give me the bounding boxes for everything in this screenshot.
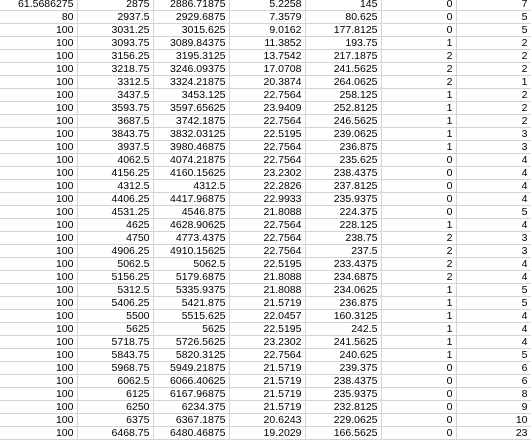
grid-cell[interactable]: 5179.6875 bbox=[153, 271, 229, 284]
table-row bbox=[0, 388, 531, 401]
grid-cell[interactable]: 100 bbox=[0, 401, 77, 414]
table-row bbox=[0, 310, 531, 323]
grid-cell[interactable]: 4156.25 bbox=[77, 167, 153, 180]
grid-cell[interactable]: 193.75 bbox=[305, 37, 381, 50]
grid-cell[interactable]: 4312.5 bbox=[153, 180, 229, 193]
table-row bbox=[0, 258, 531, 271]
grid-cell[interactable]: 4074.21875 bbox=[153, 154, 229, 167]
grid-cell[interactable]: 0 bbox=[381, 11, 456, 24]
grid-cell[interactable]: 100 bbox=[0, 310, 77, 323]
grid-cell[interactable]: 100 bbox=[0, 76, 77, 89]
grid-cell[interactable]: 9 bbox=[456, 401, 531, 414]
grid-cell[interactable]: 3437.5 bbox=[77, 89, 153, 102]
table-row bbox=[0, 336, 531, 349]
grid-cell[interactable]: 5 bbox=[456, 297, 531, 310]
grid-cell[interactable]: 5421.875 bbox=[153, 297, 229, 310]
grid-cell[interactable]: 2937.5 bbox=[77, 11, 153, 24]
grid-cell[interactable]: 4625 bbox=[77, 219, 153, 232]
grid-cell[interactable]: 5820.3125 bbox=[153, 349, 229, 362]
grid-cell[interactable]: 20.6243 bbox=[229, 414, 305, 427]
grid-cell[interactable]: 11.3852 bbox=[229, 37, 305, 50]
grid-cell[interactable]: 100 bbox=[0, 414, 77, 427]
grid-cell[interactable]: 4906.25 bbox=[77, 245, 153, 258]
grid-cell[interactable]: 0 bbox=[381, 362, 456, 375]
grid-cell[interactable]: 237.5 bbox=[305, 245, 381, 258]
grid-cell[interactable]: 3312.5 bbox=[77, 76, 153, 89]
table-row bbox=[0, 414, 531, 427]
grid-cell[interactable]: 0 bbox=[381, 375, 456, 388]
grid-cell[interactable]: 100 bbox=[0, 37, 77, 50]
grid-cell[interactable]: 5312.5 bbox=[77, 284, 153, 297]
grid-cell[interactable]: 235.9375 bbox=[305, 193, 381, 206]
grid-cell[interactable]: 2 bbox=[381, 271, 456, 284]
grid-cell[interactable]: 238.75 bbox=[305, 232, 381, 245]
grid-cell[interactable]: 5.2258 bbox=[229, 0, 305, 11]
grid-cell[interactable]: 3 bbox=[456, 245, 531, 258]
grid-cell[interactable]: 3031.25 bbox=[77, 24, 153, 37]
grid-cell[interactable]: 22.9933 bbox=[229, 193, 305, 206]
grid-cell[interactable]: 5968.75 bbox=[77, 362, 153, 375]
grid-cell[interactable]: 22.5195 bbox=[229, 128, 305, 141]
grid-cell[interactable]: 145 bbox=[305, 0, 381, 11]
grid-cell[interactable]: 1 bbox=[381, 102, 456, 115]
table-row bbox=[0, 401, 531, 414]
grid-cell[interactable]: 4 bbox=[456, 258, 531, 271]
grid-cell[interactable]: 5406.25 bbox=[77, 297, 153, 310]
grid-cell[interactable]: 4 bbox=[456, 167, 531, 180]
grid-cell[interactable]: 9.0162 bbox=[229, 24, 305, 37]
grid-cell[interactable]: 100 bbox=[0, 245, 77, 258]
grid-cell[interactable]: 235.625 bbox=[305, 154, 381, 167]
grid-cell[interactable]: 2 bbox=[381, 50, 456, 63]
grid-cell[interactable]: 3015.625 bbox=[153, 24, 229, 37]
grid-cell[interactable]: 233.4375 bbox=[305, 258, 381, 271]
grid-cell[interactable]: 237.8125 bbox=[305, 180, 381, 193]
grid-cell[interactable]: 3832.03125 bbox=[153, 128, 229, 141]
grid-cell[interactable]: 6375 bbox=[77, 414, 153, 427]
grid-cell[interactable]: 13.7542 bbox=[229, 50, 305, 63]
grid-cell[interactable]: 5500 bbox=[77, 310, 153, 323]
grid-cell[interactable]: 242.5 bbox=[305, 323, 381, 336]
grid-cell[interactable]: 5625 bbox=[153, 323, 229, 336]
grid-cell[interactable]: 166.5625 bbox=[305, 427, 381, 440]
grid-cell[interactable]: 236.875 bbox=[305, 297, 381, 310]
grid-cell[interactable]: 1 bbox=[456, 76, 531, 89]
grid-cell[interactable]: 6125 bbox=[77, 388, 153, 401]
grid-cell[interactable]: 22.5195 bbox=[229, 323, 305, 336]
grid-cell[interactable]: 22.2826 bbox=[229, 180, 305, 193]
table-row bbox=[0, 180, 531, 193]
table-row bbox=[0, 11, 531, 24]
grid-cell[interactable]: 4 bbox=[456, 323, 531, 336]
grid-cell[interactable]: 100 bbox=[0, 375, 77, 388]
grid-cell[interactable]: 4 bbox=[456, 180, 531, 193]
grid-cell[interactable]: 100 bbox=[0, 388, 77, 401]
grid-cell[interactable]: 3937.5 bbox=[77, 141, 153, 154]
grid-cell[interactable]: 1 bbox=[381, 128, 456, 141]
grid-cell[interactable]: 3093.75 bbox=[77, 37, 153, 50]
grid-cell[interactable]: 3742.1875 bbox=[153, 115, 229, 128]
grid-cell[interactable]: 22.0457 bbox=[229, 310, 305, 323]
grid-cell[interactable]: 236.875 bbox=[305, 141, 381, 154]
grid-cell[interactable]: 4531.25 bbox=[77, 206, 153, 219]
grid-cell[interactable]: 6250 bbox=[77, 401, 153, 414]
grid-cell[interactable]: 2 bbox=[381, 76, 456, 89]
grid-cell[interactable]: 80 bbox=[0, 11, 77, 24]
table-row bbox=[0, 271, 531, 284]
grid-cell[interactable]: 21.5719 bbox=[229, 388, 305, 401]
grid-cell[interactable]: 238.4375 bbox=[305, 167, 381, 180]
grid-cell[interactable]: 3195.3125 bbox=[153, 50, 229, 63]
table-row bbox=[0, 375, 531, 388]
grid-cell[interactable]: 4 bbox=[456, 336, 531, 349]
table-row bbox=[0, 102, 531, 115]
grid-cell[interactable]: 252.8125 bbox=[305, 102, 381, 115]
grid-cell[interactable]: 5515.625 bbox=[153, 310, 229, 323]
grid-cell[interactable]: 100 bbox=[0, 427, 77, 440]
grid-cell[interactable]: 2 bbox=[456, 102, 531, 115]
table-row bbox=[0, 232, 531, 245]
grid-cell[interactable]: 22.7564 bbox=[229, 141, 305, 154]
grid-cell[interactable]: 229.0625 bbox=[305, 414, 381, 427]
grid-cell[interactable]: 100 bbox=[0, 180, 77, 193]
grid-cell[interactable]: 10 bbox=[456, 414, 531, 427]
grid-cell[interactable]: 100 bbox=[0, 271, 77, 284]
grid-cell[interactable]: 1 bbox=[381, 310, 456, 323]
grid-cell[interactable]: 228.125 bbox=[305, 219, 381, 232]
grid-cell[interactable]: 23.2302 bbox=[229, 167, 305, 180]
grid-cell[interactable]: 177.8125 bbox=[305, 24, 381, 37]
grid-cell[interactable]: 240.625 bbox=[305, 349, 381, 362]
grid-cell[interactable]: 100 bbox=[0, 336, 77, 349]
grid-cell[interactable]: 1 bbox=[381, 89, 456, 102]
grid-cell[interactable]: 5 bbox=[456, 349, 531, 362]
grid-cell[interactable]: 2 bbox=[456, 115, 531, 128]
grid-cell[interactable]: 2 bbox=[381, 232, 456, 245]
grid-cell[interactable]: 4546.875 bbox=[153, 206, 229, 219]
grid-cell[interactable]: 19.2029 bbox=[229, 427, 305, 440]
grid-cell[interactable]: 61.5686275 bbox=[0, 0, 77, 11]
grid-cell[interactable]: 22.7564 bbox=[229, 115, 305, 128]
grid-cell[interactable]: 0 bbox=[381, 180, 456, 193]
grid-cell[interactable]: 0 bbox=[381, 427, 456, 440]
grid-cell[interactable]: 4062.5 bbox=[77, 154, 153, 167]
grid-cell[interactable]: 5 bbox=[456, 24, 531, 37]
grid-cell[interactable]: 21.8088 bbox=[229, 271, 305, 284]
grid-cell[interactable]: 239.375 bbox=[305, 362, 381, 375]
grid-cell[interactable]: 1 bbox=[381, 323, 456, 336]
grid-cell[interactable]: 100 bbox=[0, 24, 77, 37]
grid-cell[interactable]: 21.5719 bbox=[229, 297, 305, 310]
grid-cell[interactable]: 234.0625 bbox=[305, 284, 381, 297]
grid-cell[interactable]: 5 bbox=[456, 284, 531, 297]
grid-cell[interactable]: 4 bbox=[456, 310, 531, 323]
grid-cell[interactable]: 4 bbox=[456, 154, 531, 167]
grid-cell[interactable]: 234.6875 bbox=[305, 271, 381, 284]
grid-cell[interactable]: 5726.5625 bbox=[153, 336, 229, 349]
grid-cell[interactable]: 1 bbox=[381, 37, 456, 50]
grid-cell[interactable]: 23 bbox=[456, 427, 531, 440]
table-row bbox=[0, 362, 531, 375]
grid-cell[interactable]: 0 bbox=[381, 401, 456, 414]
grid-cell[interactable]: 5 bbox=[456, 206, 531, 219]
table-row bbox=[0, 297, 531, 310]
grid-cell[interactable]: 100 bbox=[0, 141, 77, 154]
grid-cell[interactable]: 22.7564 bbox=[229, 349, 305, 362]
grid-cell[interactable]: 6468.75 bbox=[77, 427, 153, 440]
grid-cell[interactable]: 100 bbox=[0, 50, 77, 63]
grid-cell[interactable]: 21.5719 bbox=[229, 375, 305, 388]
grid-cell[interactable]: 100 bbox=[0, 115, 77, 128]
grid-cell[interactable]: 5625 bbox=[77, 323, 153, 336]
grid-cell[interactable]: 23.2302 bbox=[229, 336, 305, 349]
table-row bbox=[0, 284, 531, 297]
grid-cell[interactable]: 4312.5 bbox=[77, 180, 153, 193]
grid-cell[interactable]: 246.5625 bbox=[305, 115, 381, 128]
table-row bbox=[0, 128, 531, 141]
grid-cell[interactable]: 5843.75 bbox=[77, 349, 153, 362]
grid-cell[interactable]: 6234.375 bbox=[153, 401, 229, 414]
grid-cell[interactable]: 2 bbox=[381, 63, 456, 76]
grid-cell[interactable]: 4 bbox=[456, 271, 531, 284]
grid-cell[interactable]: 4628.90625 bbox=[153, 219, 229, 232]
grid-cell[interactable]: 239.0625 bbox=[305, 128, 381, 141]
grid-cell[interactable]: 4 bbox=[456, 219, 531, 232]
grid-cell[interactable]: 264.0625 bbox=[305, 76, 381, 89]
grid-cell[interactable]: 100 bbox=[0, 167, 77, 180]
grid-cell[interactable]: 241.5625 bbox=[305, 336, 381, 349]
grid-cell[interactable]: 2929.6875 bbox=[153, 11, 229, 24]
grid-cell[interactable]: 3597.65625 bbox=[153, 102, 229, 115]
table-row bbox=[0, 349, 531, 362]
grid-cell[interactable]: 2 bbox=[381, 245, 456, 258]
table-row bbox=[0, 0, 531, 11]
grid-cell[interactable]: 1 bbox=[381, 349, 456, 362]
grid-cell[interactable]: 6367.1875 bbox=[153, 414, 229, 427]
grid-cell[interactable]: 21.5719 bbox=[229, 362, 305, 375]
grid-cell[interactable]: 3453.125 bbox=[153, 89, 229, 102]
grid-cell[interactable]: 3156.25 bbox=[77, 50, 153, 63]
grid-cell[interactable]: 100 bbox=[0, 128, 77, 141]
grid-cell[interactable]: 22.7564 bbox=[229, 89, 305, 102]
grid-cell[interactable]: 4773.4375 bbox=[153, 232, 229, 245]
grid-cell[interactable]: 22.7564 bbox=[229, 219, 305, 232]
grid-cell[interactable]: 224.375 bbox=[305, 206, 381, 219]
grid-cell[interactable]: 21.8088 bbox=[229, 206, 305, 219]
grid-cell[interactable]: 160.3125 bbox=[305, 310, 381, 323]
grid-cell[interactable]: 3843.75 bbox=[77, 128, 153, 141]
table-row bbox=[0, 193, 531, 206]
grid-cell[interactable]: 4910.15625 bbox=[153, 245, 229, 258]
grid-cell[interactable]: 0 bbox=[381, 0, 456, 11]
table-row bbox=[0, 206, 531, 219]
grid-cell[interactable]: 2 bbox=[456, 89, 531, 102]
grid-cell[interactable]: 5 bbox=[456, 11, 531, 24]
grid-cell[interactable]: 4160.15625 bbox=[153, 167, 229, 180]
grid-cell[interactable]: 100 bbox=[0, 232, 77, 245]
grid-cell[interactable]: 0 bbox=[381, 414, 456, 427]
grid-cell[interactable]: 3324.21875 bbox=[153, 76, 229, 89]
grid-cell[interactable]: 100 bbox=[0, 63, 77, 76]
grid-cell[interactable]: 0 bbox=[381, 167, 456, 180]
grid-cell[interactable]: 2886.71875 bbox=[153, 0, 229, 11]
grid-cell[interactable]: 0 bbox=[381, 388, 456, 401]
grid-cell[interactable]: 6066.40625 bbox=[153, 375, 229, 388]
grid-cell[interactable]: 100 bbox=[0, 219, 77, 232]
grid-cell[interactable]: 1 bbox=[381, 336, 456, 349]
grid-cell[interactable]: 1 bbox=[381, 297, 456, 310]
grid-cell[interactable]: 4750 bbox=[77, 232, 153, 245]
table-row bbox=[0, 245, 531, 258]
grid-cell[interactable]: 3089.84375 bbox=[153, 37, 229, 50]
grid-cell[interactable]: 1 bbox=[381, 141, 456, 154]
grid-cell[interactable]: 3246.09375 bbox=[153, 63, 229, 76]
table-row bbox=[0, 24, 531, 37]
grid-cell[interactable]: 1 bbox=[381, 115, 456, 128]
grid-cell[interactable]: 100 bbox=[0, 349, 77, 362]
grid-cell[interactable]: 17.0708 bbox=[229, 63, 305, 76]
table-row bbox=[0, 219, 531, 232]
grid-cell[interactable]: 232.8125 bbox=[305, 401, 381, 414]
grid-cell[interactable]: 20.3874 bbox=[229, 76, 305, 89]
grid-cell[interactable]: 258.125 bbox=[305, 89, 381, 102]
grid-cell[interactable]: 100 bbox=[0, 193, 77, 206]
grid-cell[interactable]: 22.7564 bbox=[229, 245, 305, 258]
grid-cell[interactable]: 3 bbox=[456, 128, 531, 141]
grid-cell[interactable]: 2875 bbox=[77, 0, 153, 11]
grid-cell[interactable]: 100 bbox=[0, 323, 77, 336]
grid-cell[interactable]: 80.625 bbox=[305, 11, 381, 24]
grid-cell[interactable]: 22.7564 bbox=[229, 154, 305, 167]
grid-cell[interactable]: 100 bbox=[0, 89, 77, 102]
grid-cell[interactable]: 0 bbox=[381, 206, 456, 219]
grid-cell[interactable]: 100 bbox=[0, 154, 77, 167]
table-row bbox=[0, 50, 531, 63]
table-row bbox=[0, 427, 531, 440]
grid-cell[interactable]: 6 bbox=[456, 362, 531, 375]
table-row bbox=[0, 323, 531, 336]
grid-cell[interactable]: 5062.5 bbox=[153, 258, 229, 271]
table-row bbox=[0, 115, 531, 128]
grid-cell[interactable]: 3687.5 bbox=[77, 115, 153, 128]
grid-cell[interactable]: 1 bbox=[381, 284, 456, 297]
grid-cell[interactable]: 2 bbox=[456, 50, 531, 63]
grid-cell[interactable]: 100 bbox=[0, 297, 77, 310]
grid-cell[interactable]: 23.9409 bbox=[229, 102, 305, 115]
table-row bbox=[0, 89, 531, 102]
grid-cell[interactable]: 0 bbox=[381, 24, 456, 37]
table-row bbox=[0, 63, 531, 76]
grid-cell[interactable]: 100 bbox=[0, 206, 77, 219]
grid-cell[interactable]: 2 bbox=[456, 63, 531, 76]
grid-cell[interactable]: 4406.25 bbox=[77, 193, 153, 206]
grid-cell[interactable]: 3 bbox=[456, 232, 531, 245]
grid-cell[interactable]: 7.3579 bbox=[229, 11, 305, 24]
grid-cell[interactable]: 5062.5 bbox=[77, 258, 153, 271]
grid-cell[interactable]: 235.9375 bbox=[305, 388, 381, 401]
grid-cell[interactable]: 238.4375 bbox=[305, 375, 381, 388]
grid-cell[interactable]: 6480.46875 bbox=[153, 427, 229, 440]
grid-cell[interactable]: 241.5625 bbox=[305, 63, 381, 76]
grid-cell[interactable]: 5156.25 bbox=[77, 271, 153, 284]
grid-cell[interactable]: 5335.9375 bbox=[153, 284, 229, 297]
grid-cell[interactable]: 5949.21875 bbox=[153, 362, 229, 375]
table-row bbox=[0, 167, 531, 180]
table-row bbox=[0, 141, 531, 154]
grid-cell[interactable]: 100 bbox=[0, 258, 77, 271]
grid-cell[interactable]: 5718.75 bbox=[77, 336, 153, 349]
table-row bbox=[0, 76, 531, 89]
grid-cell[interactable]: 21.8088 bbox=[229, 284, 305, 297]
grid-cell[interactable]: 6062.5 bbox=[77, 375, 153, 388]
grid-cell[interactable]: 217.1875 bbox=[305, 50, 381, 63]
grid-cell[interactable]: 3980.46875 bbox=[153, 141, 229, 154]
grid-cell[interactable]: 1 bbox=[381, 219, 456, 232]
grid-cell[interactable]: 3218.75 bbox=[77, 63, 153, 76]
table-row bbox=[0, 37, 531, 50]
grid-cell[interactable]: 22.5195 bbox=[229, 258, 305, 271]
grid-cell[interactable]: 21.5719 bbox=[229, 401, 305, 414]
grid-cell[interactable]: 3 bbox=[456, 141, 531, 154]
grid-cell[interactable]: 100 bbox=[0, 362, 77, 375]
grid-cell[interactable]: 22.7564 bbox=[229, 232, 305, 245]
grid-cell[interactable]: 100 bbox=[0, 284, 77, 297]
grid-cell[interactable]: 2 bbox=[381, 258, 456, 271]
grid-cell[interactable]: 4417.96875 bbox=[153, 193, 229, 206]
grid-cell[interactable]: 3593.75 bbox=[77, 102, 153, 115]
grid-cell[interactable]: 0 bbox=[381, 154, 456, 167]
grid-cell[interactable]: 6 bbox=[456, 375, 531, 388]
table-row bbox=[0, 154, 531, 167]
grid-cell[interactable]: 8 bbox=[456, 388, 531, 401]
grid-cell[interactable]: 6167.96875 bbox=[153, 388, 229, 401]
grid-cell[interactable]: 4 bbox=[456, 193, 531, 206]
grid-cell[interactable]: 2 bbox=[456, 37, 531, 50]
grid-cell[interactable]: 0 bbox=[381, 193, 456, 206]
grid-cell[interactable]: 100 bbox=[0, 102, 77, 115]
grid-cell[interactable]: 7 bbox=[456, 0, 531, 11]
